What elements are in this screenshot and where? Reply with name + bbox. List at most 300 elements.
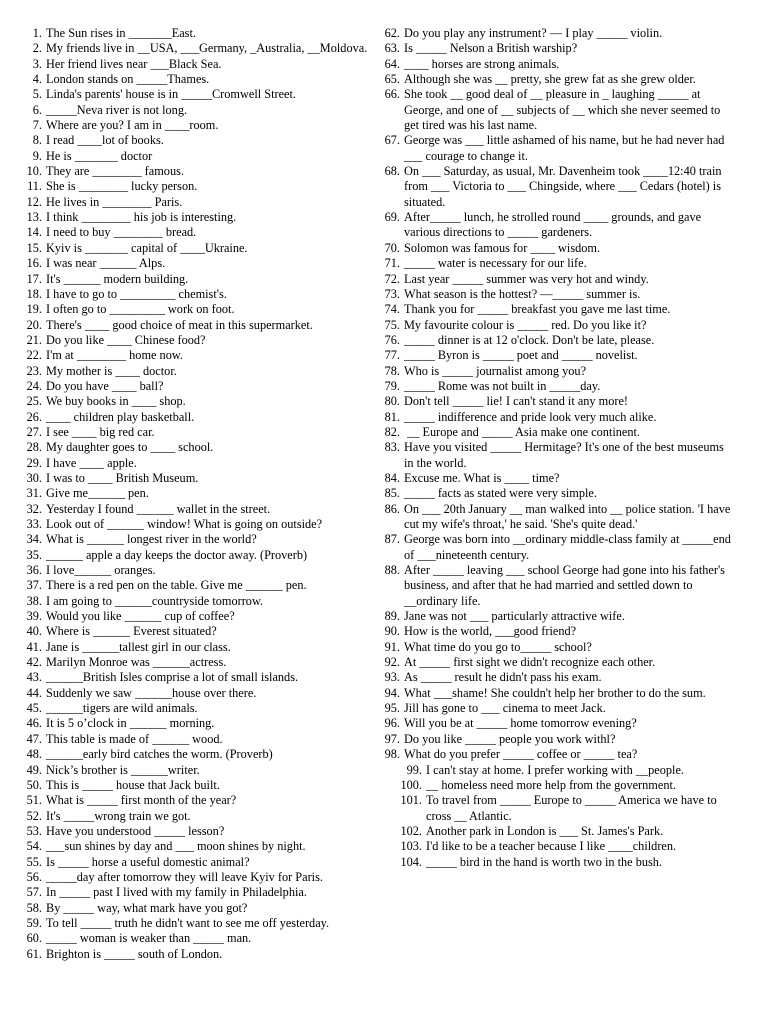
exercise-item [18,164,378,179]
exercise-number: 104. [400,854,422,869]
exercise-text: The Sun rises in _______East. [46,26,196,40]
exercise-text: Jill has gone to ___ cinema to meet Jack. [404,701,606,716]
exercise-item [18,563,378,578]
exercise-number: 46. [26,716,42,731]
exercise-item [379,26,734,41]
exercise-item [379,241,734,256]
exercise-item [379,379,734,394]
exercise-text: Do you like ____ Chinese food? [46,332,206,347]
exercise-item [379,747,734,762]
exercise-text: I'd like to be a teacher because I like ____children. [426,839,677,854]
exercise-item [18,901,378,916]
exercise-text: It's ______ modern building. [46,271,189,286]
exercise-text: _____ bird in the hand is worth two in the bush. [426,854,663,869]
exercise-item [18,916,378,931]
exercise-number: 60. [26,931,42,946]
exercise-number: 81. [384,409,400,424]
exercise-item [18,348,378,363]
exercise-text: _____Neva river is not long. [46,102,188,117]
exercise-number: 6. [32,102,42,117]
exercise-number: 77. [384,348,400,363]
exercise-number: 1. [32,26,42,40]
exercise-item [18,502,378,517]
exercise-item [18,256,378,271]
exercise-number: 75. [384,317,400,332]
exercise-number: 8. [32,133,42,148]
exercise-item [18,379,378,394]
exercise-text: George was born into __ordinary middle-class family at _____end of ___nineteenth century. [404,532,735,562]
exercise-text: Yesterday I found ______ wallet in the street. [46,501,271,516]
exercise-number: 48. [26,747,42,762]
exercise-item [379,348,734,363]
exercise-item [18,486,378,501]
exercise-item [379,57,734,72]
exercise-item [379,256,734,271]
exercise-item [379,425,734,440]
exercise-text: Brighton is _____ south of London. [46,946,223,961]
exercise-item [18,272,378,287]
exercise-text: On ___ Saturday, as usual, Mr. Davenheim took ____12:40 train from ___ Victoria to ___ Chingside, where ___ Cedars (hotel) is situated. [404,164,725,209]
exercise-text: To travel from _____ Europe to _____ America we have to cross __ Atlantic. [426,793,720,823]
exercise-text: I have to go to _________ chemist's. [46,286,227,301]
exercise-number: 32. [26,501,42,516]
exercise-text: __ homeless need more help from the government. [426,777,676,792]
exercise-number: 84. [384,470,400,485]
exercise-number: 63. [384,41,400,56]
exercise-text: After _____ leaving ___ school George had gone into his father's business, and after that he had married and settled down to __ordinary life. [404,563,729,608]
exercise-text: ______British Isles comprise a lot of small islands. [46,670,299,685]
exercise-item [18,609,378,624]
exercise-item [379,164,734,210]
exercise-number: 74. [384,302,400,317]
exercise-number: 94. [384,685,400,700]
exercise-item [18,517,378,532]
exercise-item [379,763,734,778]
exercise-number: 56. [26,869,42,884]
exercise-text: I have ____ apple. [46,455,137,470]
exercise-item [18,241,378,256]
exercise-number: 33. [26,517,42,531]
exercise-text: ____ horses are strong animals. [404,56,560,71]
exercise-item [18,578,378,593]
exercise-number: 39. [26,609,42,624]
exercise-item [18,118,378,133]
exercise-item [379,302,734,317]
exercise-number: 3. [32,56,42,71]
exercise-item [379,824,734,839]
exercise-item [18,72,378,87]
exercise-number: 7. [32,118,42,133]
exercise-number: 18. [26,286,42,301]
exercise-number: 93. [384,670,400,685]
exercise-number: 97. [384,731,400,746]
exercise-text: My daughter goes to ____ school. [46,440,214,455]
exercise-number: 59. [26,915,42,930]
exercise-item [379,41,734,56]
exercise-text: Have you visited _____ Hermitage? It's one of the best museums in the world. [404,440,727,470]
exercise-item [18,287,378,302]
exercise-item [18,410,378,425]
exercise-text: _____ water is necessary for our life. [404,256,587,271]
exercise-item [18,456,378,471]
exercise-text: They are ________ famous. [46,164,184,179]
exercise-item [18,440,378,455]
exercise-number: 49. [26,762,42,777]
exercise-text: Thank you for _____ breakfast you gave me last time. [404,302,671,317]
exercise-text: What is _____ first month of the year? [46,793,237,808]
exercise-text: Jane is ______tallest girl in our class. [46,639,231,654]
exercise-item [379,471,734,486]
exercise-item [18,931,378,946]
exercise-text: Do you play any instrument? — I play _____ violin. [404,26,663,40]
exercise-number: 26. [26,409,42,424]
exercise-item [379,133,734,164]
exercise-item [18,103,378,118]
exercise-number: 101. [400,793,422,808]
exercise-number: 100. [400,777,422,792]
exercise-number: 25. [26,394,42,409]
exercise-number: 72. [384,271,400,286]
exercise-item [18,149,378,164]
exercise-item [379,364,734,379]
exercise-number: 38. [26,593,42,608]
exercise-text: _____ Rome was not built in _____day. [404,378,601,393]
exercise-number: 15. [26,240,42,255]
exercise-text: Do you like _____ people you work withl? [404,731,616,746]
exercise-number: 36. [26,563,42,578]
exercise-item [379,793,734,824]
exercise-text: She took __ good deal of __ pleasure in _ laughing _____ at George, and one of __ subjects of __ which she never seemed to get tired was his last name. [404,87,724,133]
exercise-item [379,732,734,747]
exercise-item [18,333,378,348]
exercise-number: 83. [384,440,400,455]
exercise-text: This table is made of ______ wood. [46,731,223,746]
exercise-number: 10. [26,164,42,179]
exercise-text: I think ________ his job is interesting. [46,210,237,225]
exercise-text: Look out of ______ window! What is going on outside? [46,517,323,531]
exercise-text: Linda's parents' house is in _____Cromwell Street. [46,87,296,102]
exercise-text: _____ woman is weaker than _____ man. [46,931,252,946]
exercise-text: I'm at ________ home now. [46,348,184,363]
exercise-number: 86. [384,501,400,516]
exercise-text: Where is ______ Everest situated? [46,624,217,639]
exercise-text: Is _____ horse a useful domestic animal? [46,854,250,869]
exercise-text: On ___ 20th January __ man walked into __ police station. 'I have cut my wife's throat,' he said. 'She's quite dead.' [404,501,734,531]
exercise-number: 79. [384,378,400,393]
exercise-text: I love______ oranges. [46,563,156,578]
exercise-item [18,318,378,333]
exercise-item [18,701,378,716]
exercise-number: 9. [32,148,42,163]
exercise-number: 31. [26,486,42,501]
exercise-item [18,179,378,194]
exercise-item [18,548,378,563]
exercise-number: 50. [26,777,42,792]
exercise-text: He lives in ________ Paris. [46,194,183,209]
exercise-item [379,701,734,716]
exercise-text: I was near ______ Alps. [46,256,166,271]
exercise-number: 82. [384,424,400,439]
exercise-number: 27. [26,424,42,439]
exercise-number: 92. [384,655,400,670]
exercise-text: Although she was __ pretty, she grew fat as she grew older. [404,72,696,87]
exercise-item [18,640,378,655]
exercise-text: Kyiv is _______ capital of ____Ukraine. [46,240,248,255]
exercise-number: 85. [384,486,400,501]
exercise-number: 20. [26,317,42,332]
exercise-item [379,855,734,870]
exercise-text: Her friend lives near ___Black Sea. [46,56,222,71]
exercise-text: This is _____ house that Jack built. [46,777,220,792]
exercise-number: 102. [400,823,422,838]
exercise-text: Will you be at _____ home tomorrow evening? [404,716,637,731]
exercise-text: George was ___ little ashamed of his name, but he had never had ___ courage to change it. [404,133,728,163]
exercise-number: 44. [26,685,42,700]
exercise-number: 80. [384,394,400,409]
exercise-number: 58. [26,900,42,915]
exercise-item [18,210,378,225]
exercise-text: My mother is ____ doctor. [46,363,177,378]
exercise-text: ______early bird catches the worm. (Proverb) [46,747,273,762]
exercise-number: 40. [26,624,42,639]
exercise-item [18,732,378,747]
exercise-number: 42. [26,655,42,670]
exercise-number: 21. [26,332,42,347]
exercise-number: 4. [32,72,42,87]
exercise-item [18,793,378,808]
exercise-text: My friends live in __USA, ___Germany, _Australia, __Moldova. [46,41,368,56]
exercise-item [18,26,378,41]
exercise-text: By _____ way, what mark have you got? [46,900,248,915]
exercise-number: 89. [384,609,400,624]
exercise-text: My favourite colour is _____ red. Do you like it? [404,317,647,332]
exercise-text: I read ____lot of books. [46,133,164,148]
exercise-item [18,394,378,409]
exercise-number: 12. [26,194,42,209]
exercise-item [379,440,734,471]
exercise-number: 70. [384,240,400,255]
exercise-number: 17. [26,271,42,286]
exercise-item [379,563,734,609]
exercise-item [18,716,378,731]
exercise-number: 96. [384,716,400,731]
exercise-number: 19. [26,302,42,317]
exercise-item [379,716,734,731]
exercise-item [379,640,734,655]
exercise-text: What is ______ longest river in the world? [46,532,257,547]
exercise-text: __ Europe and _____ Asia make one continent. [404,424,640,439]
exercise-text: I was to ____ British Museum. [46,470,199,485]
exercise-text: London stands on _____Thames. [46,72,210,87]
exercise-number: 29. [26,455,42,470]
exercise-text: I am going to ______countryside tomorrow. [46,593,264,608]
exercise-number: 62. [384,26,400,40]
exercise-number: 30. [26,470,42,485]
exercise-number: 98. [384,747,400,762]
exercise-number: 57. [26,885,42,900]
exercise-item [379,502,734,533]
exercise-item [18,839,378,854]
exercise-number: 90. [384,624,400,639]
exercise-text: Do you have ____ ball? [46,378,164,393]
exercise-text: There is a red pen on the table. Give me ______ pen. [46,578,307,593]
exercise-item [18,763,378,778]
exercise-item [379,287,734,302]
exercise-text: After_____ lunch, he strolled round ____ grounds, and gave various directions to _____ gardeners. [404,210,705,240]
exercise-number: 24. [26,378,42,393]
exercise-number: 35. [26,547,42,562]
exercise-number: 41. [26,639,42,654]
exercise-number: 52. [26,808,42,823]
exercise-number: 66. [384,87,400,102]
exercise-text: Where are you? I am in ____room. [46,118,219,133]
exercise-item [379,394,734,409]
left-column [18,26,378,962]
exercise-number: 34. [26,532,42,547]
exercise-item [18,885,378,900]
exercise-item [18,41,378,56]
exercise-item [18,471,378,486]
exercise-item [379,839,734,854]
exercise-text: _____ facts as stated were very simple. [404,486,597,501]
exercise-item [18,947,378,962]
exercise-number: 14. [26,225,42,240]
exercise-item [18,302,378,317]
exercise-item [379,486,734,501]
exercise-number: 76. [384,332,400,347]
exercise-number: 47. [26,731,42,746]
exercise-text: Is _____ Nelson a British warship? [404,41,578,56]
exercise-number: 5. [32,87,42,102]
exercise-number: 45. [26,701,42,716]
exercise-text: What ___shame! She couldn't help her brother to do the sum. [404,685,706,700]
exercise-item [18,855,378,870]
exercise-text: Would you like ______ cup of coffee? [46,609,235,624]
exercise-item [18,133,378,148]
exercise-item [379,609,734,624]
exercise-number: 68. [384,164,400,179]
exercise-item [379,686,734,701]
exercise-item [18,195,378,210]
exercise-text: Give me______ pen. [46,486,149,501]
exercise-number: 43. [26,670,42,685]
exercise-item [18,57,378,72]
exercise-item [18,364,378,379]
exercise-number: 64. [384,56,400,71]
exercise-text: Have you understood _____ lesson? [46,823,225,838]
exercise-item [379,272,734,287]
exercise-item [379,778,734,793]
exercise-item [379,670,734,685]
exercise-number: 78. [384,363,400,378]
exercise-text: Excuse me. What is ____ time? [404,470,560,485]
exercise-text: _____ dinner is at 12 o'clock. Don't be late, please. [404,332,655,347]
exercise-item [18,87,378,102]
exercise-item [379,624,734,639]
exercise-item [18,778,378,793]
exercise-number: 103. [400,839,422,854]
exercise-text: ______tigers are wild animals. [46,701,198,716]
exercise-text: Last year _____ summer was very hot and windy. [404,271,649,286]
exercise-text: _____ Byron is _____ poet and _____ novelist. [404,348,638,363]
exercise-item [379,210,734,241]
exercise-text: She is ________ lucky person. [46,179,198,194]
exercise-item [18,655,378,670]
exercise-item [18,870,378,885]
exercise-text: What season is the hottest? —_____ summer is. [404,286,641,301]
exercise-number: 23. [26,363,42,378]
exercise-text: He is _______ doctor [46,148,153,163]
exercise-text: It is 5 o’clock in ______ morning. [46,716,215,731]
exercise-number: 69. [384,210,400,225]
exercise-number: 88. [384,563,400,578]
exercise-number: 28. [26,440,42,455]
exercise-item [18,824,378,839]
exercise-item [379,410,734,425]
exercise-number: 99. [406,762,422,777]
exercise-number: 2. [32,41,42,56]
exercise-number: 87. [384,532,400,547]
right-column [379,26,734,870]
exercise-item [18,686,378,701]
exercise-number: 13. [26,210,42,225]
exercise-number: 16. [26,256,42,271]
exercise-text: It's _____wrong train we got. [46,808,191,823]
exercise-number: 55. [26,854,42,869]
exercise-item [379,87,734,133]
exercise-text: I often go to _________ work on foot. [46,302,235,317]
exercise-text: ___sun shines by day and ___ moon shines by night. [46,839,306,854]
exercise-text: _____ indifference and pride look very much alike. [404,409,657,424]
exercise-text: Suddenly we saw ______house over there. [46,685,257,700]
exercise-item [18,809,378,824]
exercise-text: What time do you go to_____ school? [404,639,592,654]
exercise-number: 22. [26,348,42,363]
exercise-number: 37. [26,578,42,593]
exercise-number: 71. [384,256,400,271]
exercise-item [379,318,734,333]
exercise-number: 73. [384,286,400,301]
exercise-text: To tell _____ truth he didn't want to see me off yesterday. [46,915,330,930]
exercise-number: 51. [26,793,42,808]
exercise-number: 53. [26,823,42,838]
exercise-item [18,594,378,609]
exercise-number: 65. [384,72,400,87]
exercise-text: How is the world, ___good friend? [404,624,577,639]
exercise-text: We buy books in ____ shop. [46,394,186,409]
exercise-item [18,670,378,685]
exercise-text: ______ apple a day keeps the doctor away. (Proverb) [46,547,308,562]
exercise-text: As _____ result he didn't pass his exam. [404,670,602,685]
exercise-item [379,532,734,563]
exercise-text: Jane was not ___ particularly attractive wife. [404,609,625,624]
exercise-text: In _____ past I lived with my family in Philadelphia. [46,885,307,900]
exercise-item [18,425,378,440]
exercise-number: 91. [384,639,400,654]
exercise-text: ____ children play basketball. [46,409,195,424]
exercise-item [18,747,378,762]
exercise-text: Don't tell _____ lie! I can't stand it any more! [404,394,629,409]
exercise-text: _____day after tomorrow they will leave Kyiv for Paris. [46,869,323,884]
exercise-text: There's ____ good choice of meat in this supermarket. [46,317,313,332]
exercise-text: Another park in London is ___ St. James's Park. [426,823,664,838]
exercise-text: What do you prefer _____ coffee or _____ tea? [404,747,638,762]
exercise-item [18,624,378,639]
exercise-text: I see ____ big red car. [46,424,155,439]
exercise-number: 67. [384,133,400,148]
exercise-item [379,655,734,670]
exercise-number: 95. [384,701,400,716]
